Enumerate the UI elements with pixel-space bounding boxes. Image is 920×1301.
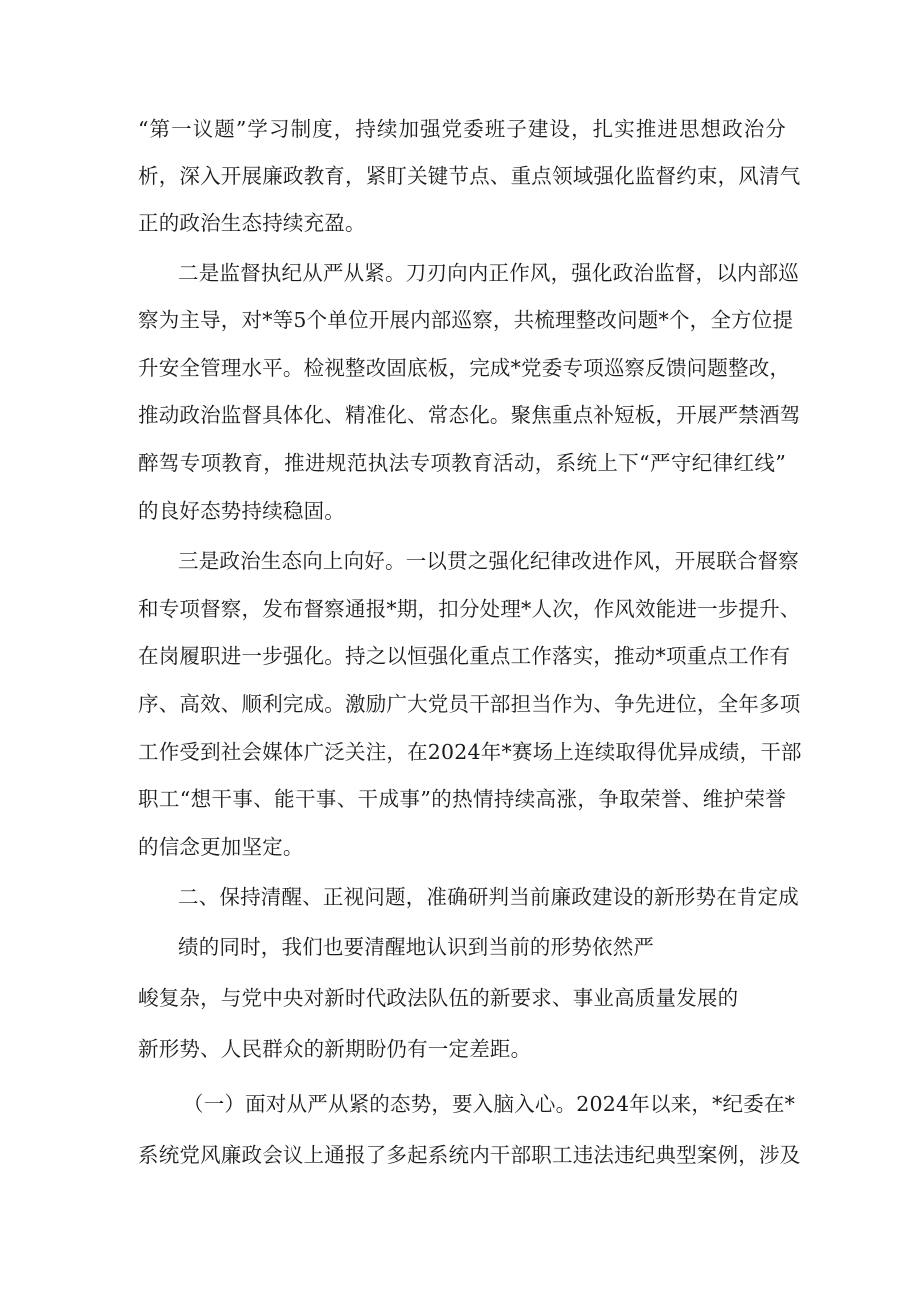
paragraph-line: 和专项督察，发布督察通报*期，扣分处理*人次，作风效能进一步提升、 bbox=[138, 597, 801, 621]
paragraph-line: 三是政治生态向上向好。一以贯之强化纪律改进作风，开展联合督察 bbox=[178, 549, 799, 573]
section-heading-line: 二、保持清醒、正视问题，准确研判当前廉政建设的新形势在肯定成 bbox=[178, 885, 799, 909]
paragraph-line: 系统党风廉政会议上通报了多起系统内干部职工违法违纪典型案例，涉及 bbox=[138, 1143, 801, 1167]
paragraph-line: 二是监督执纪从严从紧。刀刃向内正作风，强化政治监督，以内部巡 bbox=[178, 261, 799, 285]
paragraph-line: 序、高效、顺利完成。激励广大党员干部担当作为、争先进位，全年多项 bbox=[138, 692, 801, 716]
paragraph-line: 新形势、人民群众的新期盼仍有一定差距。 bbox=[138, 1037, 532, 1061]
paragraph-line: 察为主导，对*等5个单位开展内部巡察，共梳理整改问题*个，全方位提 bbox=[138, 308, 794, 332]
paragraph-line: 工作受到社会媒体广泛关注，在2024年*赛场上连续取得优异成绩，干部 bbox=[138, 740, 802, 764]
paragraph-line: 职工“想干事、能干事、干成事”的热情持续高涨，争取荣誉、维护荣誉 bbox=[138, 787, 786, 811]
paragraph-line: 推动政治监督具体化、精准化、常态化。聚焦重点补短板，开展严禁酒驾 bbox=[138, 403, 801, 427]
paragraph-line: 醉驾专项教育，推进规范执法专项教育活动，系统上下“严守纪律红线” bbox=[138, 451, 786, 475]
paragraph-line: 的良好态势持续稳固。 bbox=[138, 499, 345, 523]
subsection-heading-line: （一）面对从严从紧的态势，要入脑入心。2024年以来，*纪委在* bbox=[183, 1092, 796, 1116]
paragraph-line: 绩的同时，我们也要清醒地认识到当前的形势依然严 bbox=[178, 935, 655, 959]
paragraph-line: 析，深入开展廉政教育，紧盯关键节点、重点领域强化监督约束，风清气 bbox=[138, 164, 801, 188]
paragraph-line: “第一议题”学习制度，持续加强党委班子建设，扎实推进思想政治分 bbox=[138, 117, 786, 141]
paragraph-line: 的信念更加坚定。 bbox=[138, 835, 304, 859]
paragraph-line: 峻复杂，与党中央对新时代政法队伍的新要求、事业高质量发展的 bbox=[138, 986, 739, 1010]
paragraph-line: 正的政治生态持续充盈。 bbox=[138, 211, 366, 235]
paragraph-line: 在岗履职进一步强化。持之以恒强化重点工作落实，推动*项重点工作有 bbox=[138, 644, 791, 668]
paragraph-line: 升安全管理水平。检视整改固底板，完成*党委专项巡察反馈问题整改， bbox=[138, 356, 791, 380]
